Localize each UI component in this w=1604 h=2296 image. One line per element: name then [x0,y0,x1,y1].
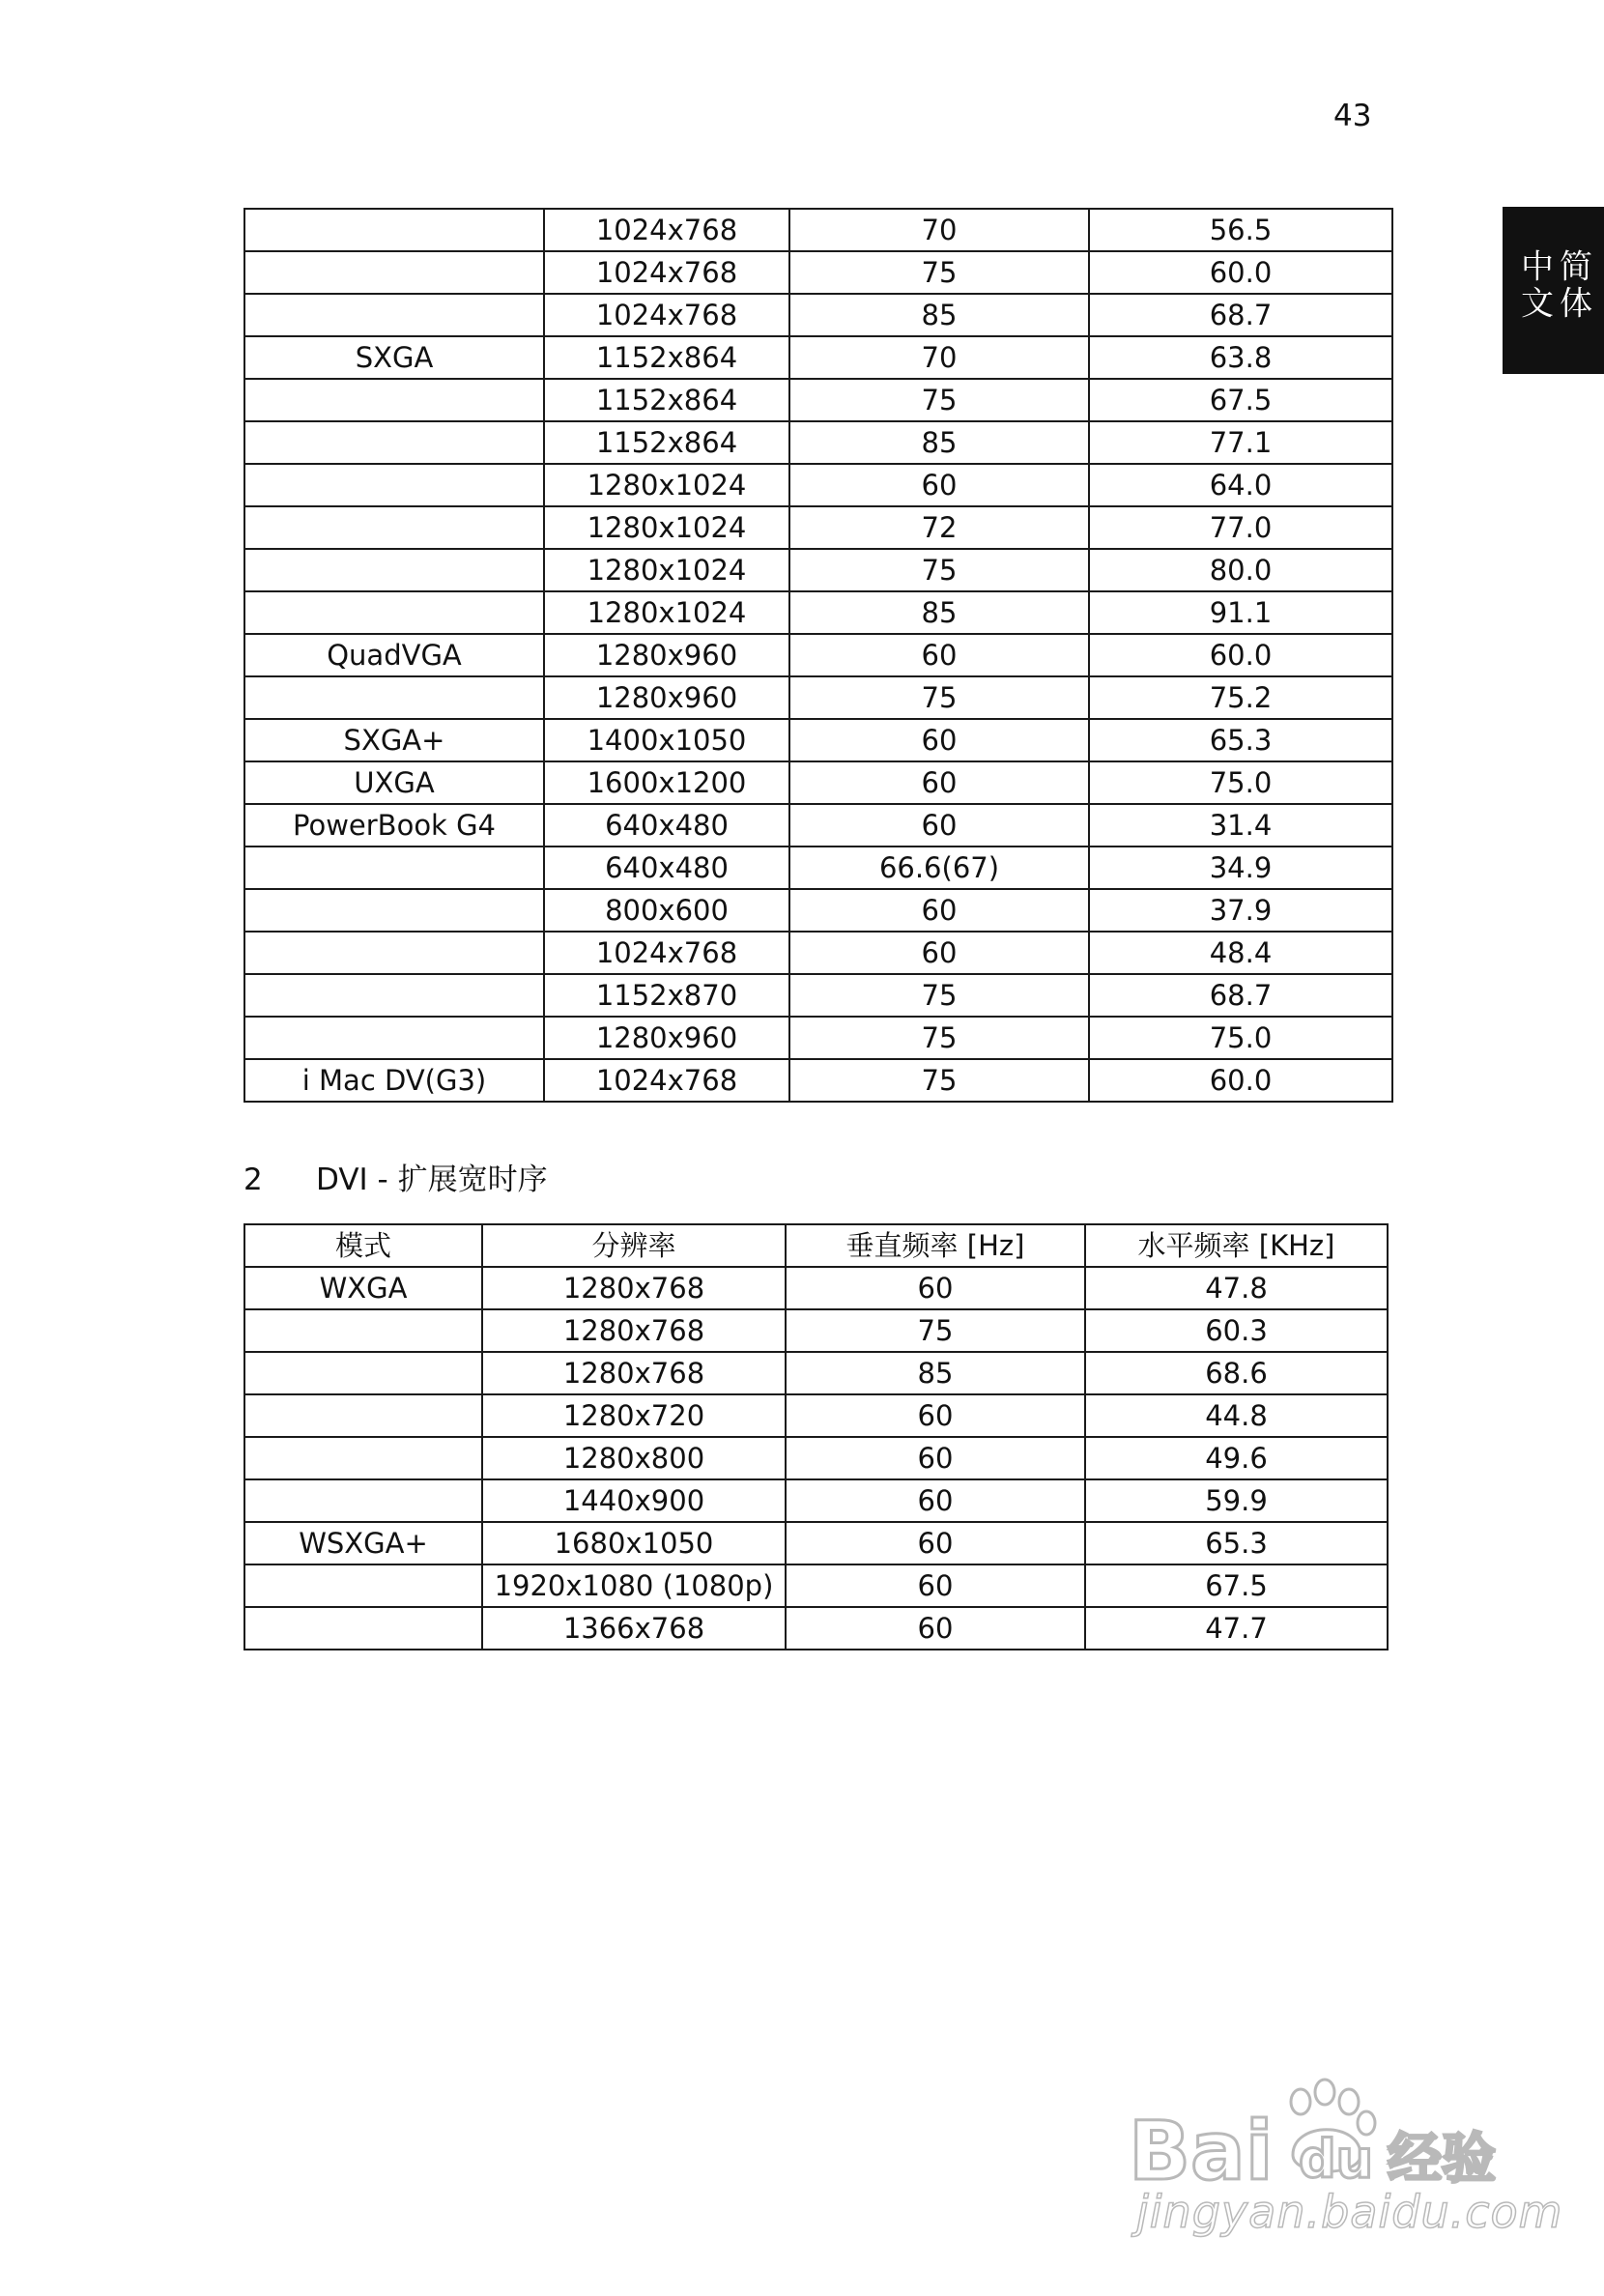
header-resolution: 分辨率 [482,1224,786,1267]
cell-mode [244,379,544,421]
cell-resolution: 640x480 [544,804,789,847]
cell-vertical-frequency: 60 [786,1479,1085,1522]
cell-mode [244,209,544,251]
cell-mode [244,1564,482,1607]
cell-mode [244,1352,482,1394]
cell-horizontal-frequency: 68.7 [1089,974,1392,1017]
cell-mode [244,1394,482,1437]
cell-resolution: 1280x1024 [544,549,789,591]
table-row [244,1522,1388,1564]
cell-vertical-frequency: 75 [789,549,1089,591]
cell-horizontal-frequency: 60.0 [1089,251,1392,294]
table-row [244,1394,1388,1437]
table-header-row [244,1224,1388,1267]
table-row [244,932,1392,974]
cell-resolution: 640x480 [544,847,789,889]
table-row [244,974,1392,1017]
cell-mode: UXGA [244,761,544,804]
table-row [244,1267,1388,1309]
cell-vertical-frequency: 85 [789,421,1089,464]
cell-vertical-frequency: 60 [789,761,1089,804]
cell-resolution: 1280x768 [482,1352,786,1394]
cell-horizontal-frequency: 48.4 [1089,932,1392,974]
cell-horizontal-frequency: 91.1 [1089,591,1392,634]
cell-horizontal-frequency: 65.3 [1085,1522,1388,1564]
cell-resolution: 1366x768 [482,1607,786,1650]
cell-horizontal-frequency: 68.7 [1089,294,1392,336]
svg-text:经验: 经验 [1388,2128,1496,2191]
cell-resolution: 1024x768 [544,1059,789,1102]
cell-mode: QuadVGA [244,634,544,676]
cell-horizontal-frequency: 49.6 [1085,1437,1388,1479]
cell-vertical-frequency: 60 [786,1607,1085,1650]
cell-horizontal-frequency: 44.8 [1085,1394,1388,1437]
cell-horizontal-frequency: 77.1 [1089,421,1392,464]
cell-mode [244,974,544,1017]
cell-horizontal-frequency: 75.0 [1089,1017,1392,1059]
table-row [244,294,1392,336]
table-row [244,804,1392,847]
baidu-jingyan-watermark [1129,2049,1563,2252]
table-row [244,1607,1388,1650]
cell-horizontal-frequency: 67.5 [1085,1564,1388,1607]
timing-table-continued [243,208,1393,1103]
cell-vertical-frequency: 75 [786,1309,1085,1352]
cell-vertical-frequency: 60 [786,1394,1085,1437]
cell-resolution: 1280x1024 [544,591,789,634]
cell-resolution: 1152x864 [544,379,789,421]
cell-horizontal-frequency: 64.0 [1089,464,1392,506]
cell-horizontal-frequency: 37.9 [1089,889,1392,932]
cell-mode [244,1309,482,1352]
table-row [244,421,1392,464]
cell-horizontal-frequency: 75.0 [1089,761,1392,804]
section-number: 2 [243,1162,263,1197]
cell-mode [244,676,544,719]
table-row [244,209,1392,251]
cell-horizontal-frequency: 68.6 [1085,1352,1388,1394]
svg-text:Bai: Bai [1129,2104,1274,2198]
cell-horizontal-frequency: 60.0 [1089,634,1392,676]
cell-vertical-frequency: 60 [786,1267,1085,1309]
language-side-tab [1503,207,1604,374]
table-row [244,336,1392,379]
cell-vertical-frequency: 75 [789,974,1089,1017]
cell-vertical-frequency: 60 [786,1564,1085,1607]
cell-mode [244,1607,482,1650]
cell-vertical-frequency: 60 [786,1522,1085,1564]
cell-vertical-frequency: 85 [789,591,1089,634]
cell-vertical-frequency: 60 [786,1437,1085,1479]
cell-mode [244,932,544,974]
cell-resolution: 1280x720 [482,1394,786,1437]
cell-resolution: 1024x768 [544,209,789,251]
cell-horizontal-frequency: 59.9 [1085,1479,1388,1522]
table-row [244,464,1392,506]
cell-vertical-frequency: 75 [789,379,1089,421]
cell-vertical-frequency: 60 [789,932,1089,974]
cell-resolution: 1280x960 [544,676,789,719]
cell-vertical-frequency: 60 [789,804,1089,847]
cell-mode: WXGA [244,1267,482,1309]
cell-horizontal-frequency: 80.0 [1089,549,1392,591]
cell-mode: i Mac DV(G3) [244,1059,544,1102]
cell-resolution: 1280x800 [482,1437,786,1479]
cell-resolution: 1440x900 [482,1479,786,1522]
cell-vertical-frequency: 75 [789,1059,1089,1102]
dvi-timing-table-body [244,1267,1388,1650]
cell-resolution: 1152x864 [544,421,789,464]
table-row [244,1017,1392,1059]
cell-resolution: 1280x1024 [544,506,789,549]
cell-horizontal-frequency: 60.3 [1085,1309,1388,1352]
section-heading [243,1158,1017,1202]
cell-resolution: 1152x864 [544,336,789,379]
table-row [244,889,1392,932]
table-row [244,1352,1388,1394]
cell-resolution: 1280x960 [544,634,789,676]
table-row [244,634,1392,676]
table-row [244,251,1392,294]
header-vertical-frequency: 垂直频率 [Hz] [786,1224,1085,1267]
cell-mode: SXGA+ [244,719,544,761]
cell-resolution: 1024x768 [544,294,789,336]
cell-horizontal-frequency: 77.0 [1089,506,1392,549]
cell-mode [244,506,544,549]
cell-resolution: 1024x768 [544,251,789,294]
dvi-timing-table [243,1223,1389,1650]
cell-mode: PowerBook G4 [244,804,544,847]
table-row [244,1059,1392,1102]
cell-horizontal-frequency: 56.5 [1089,209,1392,251]
cell-vertical-frequency: 75 [789,1017,1089,1059]
cell-horizontal-frequency: 65.3 [1089,719,1392,761]
cell-resolution: 1680x1050 [482,1522,786,1564]
cell-resolution: 1280x768 [482,1309,786,1352]
cell-vertical-frequency: 72 [789,506,1089,549]
table-row [244,847,1392,889]
cell-vertical-frequency: 60 [789,889,1089,932]
timing-table-continued-body [244,209,1392,1102]
cell-mode [244,1437,482,1479]
cell-mode [244,847,544,889]
cell-mode [244,889,544,932]
cell-resolution: 1280x768 [482,1267,786,1309]
table-row [244,1479,1388,1522]
table-row [244,591,1392,634]
cell-mode [244,591,544,634]
cell-resolution: 800x600 [544,889,789,932]
cell-resolution: 1280x1024 [544,464,789,506]
cell-vertical-frequency: 85 [789,294,1089,336]
table-row [244,1564,1388,1607]
language-side-tab-label: 简体中文 [1514,248,1592,323]
cell-mode [244,251,544,294]
cell-mode [244,294,544,336]
cell-horizontal-frequency: 31.4 [1089,804,1392,847]
cell-horizontal-frequency: 47.7 [1085,1607,1388,1650]
table-row [244,761,1392,804]
cell-vertical-frequency: 70 [789,336,1089,379]
section-title: DVI - 扩展宽时序 [316,1162,548,1197]
cell-horizontal-frequency: 75.2 [1089,676,1392,719]
page-number: 43 [1333,99,1372,133]
cell-vertical-frequency: 60 [789,464,1089,506]
cell-mode [244,1017,544,1059]
cell-mode [244,421,544,464]
cell-horizontal-frequency: 60.0 [1089,1059,1392,1102]
header-horizontal-frequency: 水平频率 [KHz] [1085,1224,1388,1267]
cell-vertical-frequency: 66.6(67) [789,847,1089,889]
cell-vertical-frequency: 75 [789,676,1089,719]
table-row [244,719,1392,761]
table-row [244,676,1392,719]
cell-resolution: 1024x768 [544,932,789,974]
cell-horizontal-frequency: 67.5 [1089,379,1392,421]
table-row [244,379,1392,421]
cell-horizontal-frequency: 47.8 [1085,1267,1388,1309]
watermark-url: jingyan.baidu.com [1136,2186,1563,2238]
cell-vertical-frequency: 75 [789,251,1089,294]
cell-vertical-frequency: 60 [789,719,1089,761]
cell-vertical-frequency: 85 [786,1352,1085,1394]
table-row [244,549,1392,591]
cell-mode [244,464,544,506]
cell-horizontal-frequency: 63.8 [1089,336,1392,379]
table-row [244,506,1392,549]
cell-horizontal-frequency: 34.9 [1089,847,1392,889]
cell-mode [244,1479,482,1522]
cell-mode: SXGA [244,336,544,379]
cell-resolution: 1920x1080 (1080p) [482,1564,786,1607]
table-row [244,1309,1388,1352]
cell-vertical-frequency: 70 [789,209,1089,251]
cell-resolution: 1152x870 [544,974,789,1017]
cell-resolution: 1280x960 [544,1017,789,1059]
cell-resolution: 1400x1050 [544,719,789,761]
cell-resolution: 1600x1200 [544,761,789,804]
table-row [244,1437,1388,1479]
svg-text:du: du [1299,2129,1374,2190]
cell-vertical-frequency: 60 [789,634,1089,676]
cell-mode [244,549,544,591]
cell-mode: WSXGA+ [244,1522,482,1564]
header-mode: 模式 [244,1224,482,1267]
